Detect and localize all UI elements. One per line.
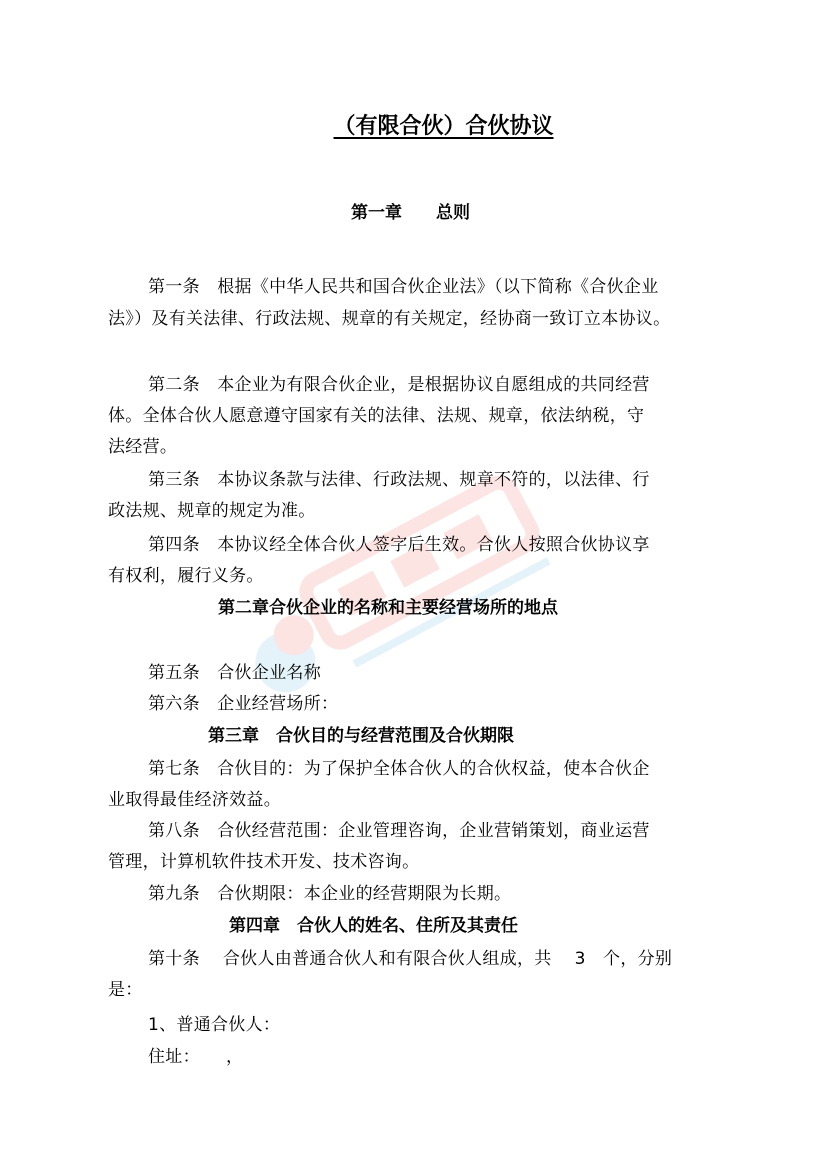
article-1-line-1: 第一条 根据《中华人民共和国合伙企业法》（以下简称《合伙企业 [148,277,659,297]
article-9-line: 第九条 合伙期限：本企业的经营期限为长期。 [148,884,512,904]
document-title: （有限合伙）合伙协议 [333,114,554,139]
address-label: 住址： ， [148,1047,244,1067]
article-2-line-2: 体。全体合伙人愿意遵守国家有关的法律、法规、规章，依法纳税，守 [108,406,645,426]
chapter-3-heading: 第三章 合伙目的与经营范围及合伙期限 [208,726,514,746]
article-4-line-2: 有权利，履行义务。 [108,566,264,586]
article-3-line-1: 第三条 本协议条款与法律、行政法规、规章不符的，以法律、行 [148,470,650,490]
article-8-line-2: 管理，计算机软件技术开发、技术咨询。 [108,852,420,872]
article-4-line-1: 第四条 本协议经全体合伙人签字后生效。合伙人按照合伙协议享 [148,535,650,555]
article-2-line-3: 法经营。 [108,437,178,457]
article-5-line: 第五条 合伙企业名称 [148,663,321,683]
article-7-line-2: 业取得最佳经济效益。 [108,790,281,810]
article-7-line-1: 第七条 合伙目的：为了保护全体合伙人的合伙权益，使本合伙企 [148,759,650,779]
chapter-1-heading: 第一章 总则 [351,203,470,223]
general-partner-label: 1、普通合伙人： [148,1015,281,1035]
article-10-line-1: 第十条 合伙人由普通合伙人和有限合伙人组成，共 3 个，分别 [148,949,673,969]
chapter-2-heading: 第二章合伙企业的名称和主要经营场所的地点 [218,598,558,618]
article-1-line-2: 法》）及有关法律、行政法规、规章的有关规定，经协商一致订立本协议。 [108,309,671,329]
article-3-line-2: 政法规、规章的规定为准。 [108,501,316,521]
article-2-line-1: 第二条 本企业为有限合伙企业，是根据协议自愿组成的共同经营 [148,375,650,395]
article-10-line-2: 是： [108,980,143,1000]
chapter-4-heading: 第四章 合伙人的姓名、住所及其责任 [229,916,518,936]
article-6-line: 第六条 企业经营场所： [148,694,339,714]
article-8-line-1: 第八条 合伙经营范围：企业管理咨询，企业营销策划，商业运营 [148,821,650,841]
